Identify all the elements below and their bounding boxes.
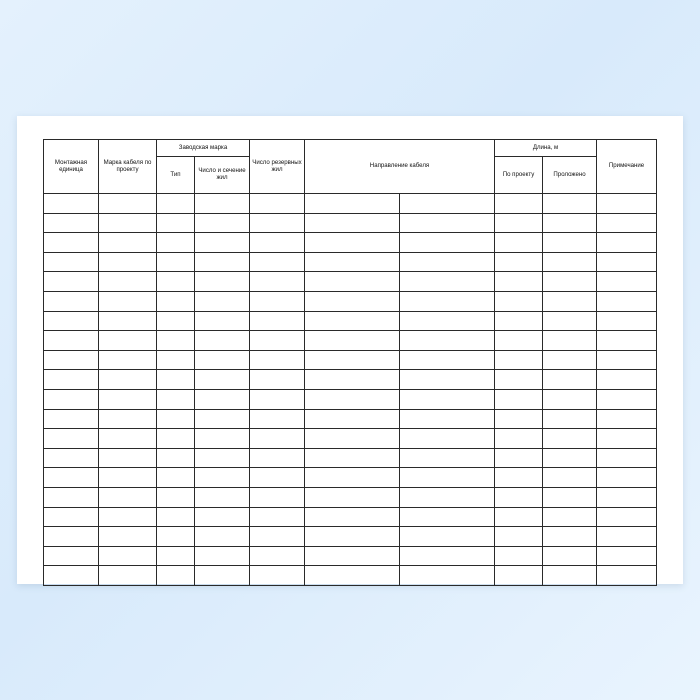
table-cell[interactable] [44, 409, 99, 429]
table-cell[interactable] [250, 527, 305, 547]
table-cell[interactable] [400, 527, 495, 547]
table-cell[interactable] [305, 468, 400, 488]
table-cell[interactable] [195, 409, 250, 429]
table-cell[interactable] [400, 566, 495, 586]
table-cell[interactable] [157, 213, 195, 233]
table-cell[interactable] [543, 272, 597, 292]
table-cell[interactable] [305, 350, 400, 370]
table-cell[interactable] [157, 389, 195, 409]
table-cell[interactable] [195, 507, 250, 527]
table-cell[interactable] [400, 213, 495, 233]
table-cell[interactable] [44, 311, 99, 331]
table-cell[interactable] [543, 370, 597, 390]
table-cell[interactable] [597, 291, 657, 311]
table-cell[interactable] [44, 527, 99, 547]
table-cell[interactable] [400, 252, 495, 272]
table-cell[interactable] [543, 389, 597, 409]
table-cell[interactable] [597, 370, 657, 390]
table-cell[interactable] [305, 429, 400, 449]
table-cell[interactable] [400, 468, 495, 488]
table-cell[interactable] [99, 331, 157, 351]
column-header-cable-direction: Направление кабеля [305, 140, 495, 194]
table-cell[interactable] [44, 566, 99, 586]
table-row[interactable] [44, 272, 657, 292]
table-cell[interactable] [543, 487, 597, 507]
table-cell[interactable] [250, 429, 305, 449]
table-row[interactable] [44, 448, 657, 468]
table-cell[interactable] [597, 272, 657, 292]
table-cell[interactable] [250, 389, 305, 409]
table-cell[interactable] [400, 311, 495, 331]
table-cell[interactable] [250, 331, 305, 351]
table-cell[interactable] [597, 233, 657, 253]
table-cell[interactable] [400, 233, 495, 253]
table-cell[interactable] [44, 331, 99, 351]
cable-log-table [43, 139, 657, 586]
table-cell[interactable] [195, 311, 250, 331]
table-cell[interactable] [44, 370, 99, 390]
table-cell[interactable] [597, 527, 657, 547]
table-cell[interactable] [44, 448, 99, 468]
table-cell[interactable] [195, 213, 250, 233]
table-cell[interactable] [44, 233, 99, 253]
column-header-length-laid: Проложено [543, 157, 597, 194]
table-cell[interactable] [250, 507, 305, 527]
table-cell[interactable] [44, 487, 99, 507]
table-row[interactable] [44, 194, 657, 214]
table-cell[interactable] [495, 409, 543, 429]
table-cell[interactable] [495, 331, 543, 351]
table-cell[interactable] [250, 468, 305, 488]
table-cell[interactable] [250, 213, 305, 233]
column-header-cores-and-section: Число и сечение жил [195, 157, 250, 194]
table-cell[interactable] [305, 409, 400, 429]
table-cell[interactable] [597, 468, 657, 488]
table-cell[interactable] [400, 331, 495, 351]
table-cell[interactable] [99, 252, 157, 272]
table-cell[interactable] [305, 546, 400, 566]
table-cell[interactable] [99, 194, 157, 214]
table-cell[interactable] [597, 487, 657, 507]
table-cell[interactable] [400, 448, 495, 468]
table-cell[interactable] [495, 507, 543, 527]
table-cell[interactable] [99, 487, 157, 507]
table-cell[interactable] [195, 527, 250, 547]
table-cell[interactable] [44, 350, 99, 370]
table-cell[interactable] [543, 448, 597, 468]
table-cell[interactable] [305, 389, 400, 409]
table-cell[interactable] [495, 194, 543, 214]
column-header-cable-brand-project: Марка кабеля по проекту [99, 140, 157, 194]
table-cell[interactable] [543, 566, 597, 586]
table-cell[interactable] [195, 389, 250, 409]
table-cell[interactable] [99, 233, 157, 253]
table-cell[interactable] [195, 233, 250, 253]
table-cell[interactable] [157, 429, 195, 449]
table-cell[interactable] [495, 566, 543, 586]
table-row[interactable] [44, 409, 657, 429]
table-cell[interactable] [195, 194, 250, 214]
table-cell[interactable] [44, 194, 99, 214]
table-cell[interactable] [99, 507, 157, 527]
table-cell[interactable] [400, 546, 495, 566]
table-cell[interactable] [44, 389, 99, 409]
table-cell[interactable] [195, 331, 250, 351]
table-cell[interactable] [305, 370, 400, 390]
table-cell[interactable] [157, 252, 195, 272]
table-cell[interactable] [157, 370, 195, 390]
table-cell[interactable] [495, 527, 543, 547]
table-cell[interactable] [157, 350, 195, 370]
table-cell[interactable] [305, 194, 400, 214]
table-cell[interactable] [195, 370, 250, 390]
table-row[interactable] [44, 487, 657, 507]
table-cell[interactable] [543, 350, 597, 370]
table-cell[interactable] [44, 291, 99, 311]
table-cell[interactable] [543, 468, 597, 488]
table-cell[interactable] [99, 389, 157, 409]
table-cell[interactable] [543, 311, 597, 331]
header-row-groups [44, 140, 657, 157]
table-cell[interactable] [597, 546, 657, 566]
table-cell[interactable] [99, 546, 157, 566]
table-cell[interactable] [157, 448, 195, 468]
cable-log-table-wrapper [43, 139, 656, 586]
table-cell[interactable] [305, 331, 400, 351]
table-cell[interactable] [157, 233, 195, 253]
table-row[interactable] [44, 233, 657, 253]
table-cell[interactable] [597, 194, 657, 214]
table-cell[interactable] [495, 350, 543, 370]
table-cell[interactable] [597, 331, 657, 351]
table-cell[interactable] [157, 566, 195, 586]
table-cell[interactable] [495, 291, 543, 311]
column-header-montage-unit: Монтажная единица [44, 140, 99, 194]
table-cell[interactable] [250, 566, 305, 586]
table-header [44, 140, 657, 194]
table-cell[interactable] [44, 429, 99, 449]
table-cell[interactable] [543, 252, 597, 272]
table-cell[interactable] [543, 507, 597, 527]
table-cell[interactable] [495, 468, 543, 488]
table-cell[interactable] [400, 370, 495, 390]
table-cell[interactable] [157, 409, 195, 429]
table-cell[interactable] [495, 252, 543, 272]
table-cell[interactable] [305, 252, 400, 272]
table-cell[interactable] [99, 311, 157, 331]
table-cell[interactable] [157, 291, 195, 311]
table-cell[interactable] [305, 233, 400, 253]
table-cell[interactable] [400, 291, 495, 311]
table-cell[interactable] [305, 527, 400, 547]
table-cell[interactable] [99, 448, 157, 468]
table-row[interactable] [44, 527, 657, 547]
table-cell[interactable] [250, 272, 305, 292]
table-cell[interactable] [157, 331, 195, 351]
table-row[interactable] [44, 389, 657, 409]
table-cell[interactable] [305, 448, 400, 468]
table-cell[interactable] [99, 291, 157, 311]
table-cell[interactable] [44, 252, 99, 272]
table-cell[interactable] [250, 546, 305, 566]
table-cell[interactable] [495, 487, 543, 507]
table-cell[interactable] [597, 409, 657, 429]
table-cell[interactable] [495, 272, 543, 292]
table-cell[interactable] [195, 429, 250, 449]
table-cell[interactable] [250, 233, 305, 253]
table-row[interactable] [44, 350, 657, 370]
table-cell[interactable] [99, 213, 157, 233]
table-cell[interactable] [157, 194, 195, 214]
table-row[interactable] [44, 507, 657, 527]
table-cell[interactable] [597, 252, 657, 272]
table-cell[interactable] [543, 429, 597, 449]
table-cell[interactable] [157, 311, 195, 331]
table-cell[interactable] [305, 507, 400, 527]
table-row[interactable] [44, 252, 657, 272]
table-cell[interactable] [305, 311, 400, 331]
table-cell[interactable] [250, 370, 305, 390]
table-cell[interactable] [543, 194, 597, 214]
document-sheet [17, 116, 683, 584]
table-cell[interactable] [400, 272, 495, 292]
table-cell[interactable] [99, 566, 157, 586]
table-cell[interactable] [157, 507, 195, 527]
table-cell[interactable] [597, 429, 657, 449]
table-cell[interactable] [495, 311, 543, 331]
table-cell[interactable] [400, 409, 495, 429]
table-cell[interactable] [250, 194, 305, 214]
table-cell[interactable] [195, 546, 250, 566]
table-cell[interactable] [157, 527, 195, 547]
table-cell[interactable] [305, 213, 400, 233]
table-cell[interactable] [250, 448, 305, 468]
table-row[interactable] [44, 213, 657, 233]
table-cell[interactable] [305, 291, 400, 311]
table-cell[interactable] [99, 527, 157, 547]
table-cell[interactable] [44, 468, 99, 488]
table-cell[interactable] [543, 331, 597, 351]
table-cell[interactable] [99, 429, 157, 449]
table-cell[interactable] [195, 468, 250, 488]
table-cell[interactable] [495, 448, 543, 468]
table-cell[interactable] [543, 291, 597, 311]
table-cell[interactable] [195, 291, 250, 311]
table-cell[interactable] [157, 272, 195, 292]
table-cell[interactable] [597, 389, 657, 409]
table-cell[interactable] [543, 546, 597, 566]
table-cell[interactable] [44, 546, 99, 566]
table-cell[interactable] [400, 507, 495, 527]
table-cell[interactable] [157, 546, 195, 566]
table-cell[interactable] [99, 468, 157, 488]
table-cell[interactable] [99, 409, 157, 429]
table-cell[interactable] [195, 448, 250, 468]
column-header-reserve-cores: Число резервных жил [250, 140, 305, 194]
table-cell[interactable] [157, 487, 195, 507]
table-cell[interactable] [99, 350, 157, 370]
table-cell[interactable] [305, 487, 400, 507]
column-header-length-group: Длина, м [495, 140, 597, 157]
table-row[interactable] [44, 546, 657, 566]
table-cell[interactable] [597, 448, 657, 468]
table-cell[interactable] [157, 468, 195, 488]
table-cell[interactable] [543, 233, 597, 253]
table-row[interactable] [44, 429, 657, 449]
table-cell[interactable] [597, 311, 657, 331]
table-cell[interactable] [597, 350, 657, 370]
table-cell[interactable] [44, 272, 99, 292]
column-header-note: Примечание [597, 140, 657, 194]
table-cell[interactable] [195, 566, 250, 586]
table-cell[interactable] [44, 507, 99, 527]
table-cell[interactable] [495, 429, 543, 449]
table-cell[interactable] [400, 429, 495, 449]
table-cell[interactable] [250, 291, 305, 311]
table-cell[interactable] [597, 507, 657, 527]
table-cell[interactable] [495, 389, 543, 409]
table-cell[interactable] [597, 566, 657, 586]
table-cell[interactable] [495, 213, 543, 233]
table-cell[interactable] [195, 350, 250, 370]
table-cell[interactable] [250, 487, 305, 507]
table-row[interactable] [44, 311, 657, 331]
table-cell[interactable] [597, 213, 657, 233]
table-cell[interactable] [250, 350, 305, 370]
table-cell[interactable] [400, 487, 495, 507]
table-row[interactable] [44, 291, 657, 311]
table-cell[interactable] [495, 370, 543, 390]
table-cell[interactable] [195, 487, 250, 507]
table-cell[interactable] [305, 272, 400, 292]
table-cell[interactable] [195, 272, 250, 292]
table-row[interactable] [44, 468, 657, 488]
table-cell[interactable] [495, 233, 543, 253]
table-cell[interactable] [250, 311, 305, 331]
table-cell[interactable] [543, 527, 597, 547]
table-cell[interactable] [250, 409, 305, 429]
table-cell[interactable] [99, 370, 157, 390]
table-cell[interactable] [400, 389, 495, 409]
column-header-length-by-project: По проекту [495, 157, 543, 194]
table-cell[interactable] [543, 213, 597, 233]
table-row[interactable] [44, 566, 657, 586]
table-cell[interactable] [99, 272, 157, 292]
table-cell[interactable] [400, 194, 495, 214]
table-cell[interactable] [543, 409, 597, 429]
column-header-factory-type: Тип [157, 157, 195, 194]
table-row[interactable] [44, 370, 657, 390]
table-cell[interactable] [195, 252, 250, 272]
table-cell[interactable] [250, 252, 305, 272]
table-cell[interactable] [44, 213, 99, 233]
table-body [44, 194, 657, 586]
table-cell[interactable] [495, 546, 543, 566]
column-header-factory-brand-group: Заводская марка [157, 140, 250, 157]
table-row[interactable] [44, 331, 657, 351]
table-cell[interactable] [400, 350, 495, 370]
table-cell[interactable] [305, 566, 400, 586]
